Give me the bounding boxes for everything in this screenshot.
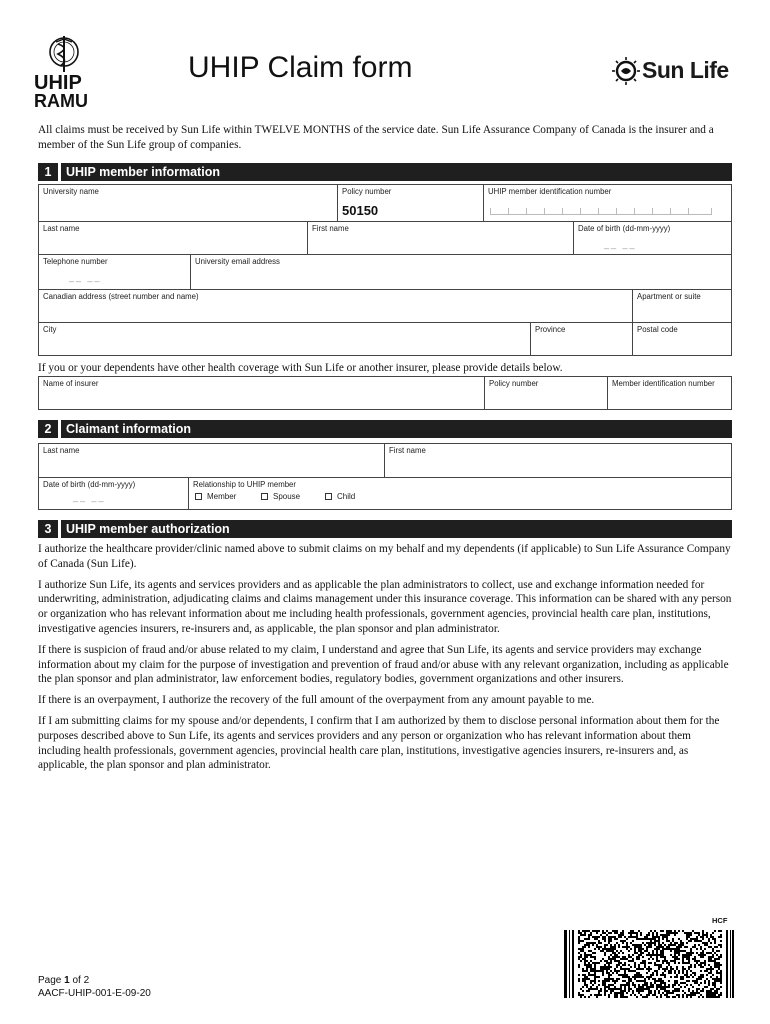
sun-life-brand-text: Sun Life [642, 57, 729, 83]
section-1-header [38, 163, 732, 181]
child-checkbox[interactable]: Child [325, 492, 355, 501]
other-coverage-form [38, 376, 732, 410]
uhip-ramu-logo [34, 34, 94, 111]
auth-paragraph-2: I authorize Sun Life, its agents and services providers and as applicable the plan administrators to collect, use and exchange information needed for underwriting, administration, adjudicating claims and claims management under this insurance coverage. This information can be shared with any person or organization who has relevant information about me including health professionals, government agencies, provincial health care plan, institutions, investigative agencies insurers, re-insurers and, as applicable, the plan sponsor and plan administrator. [38, 578, 732, 635]
section-1-number: 1 [44, 165, 52, 179]
other-member-id-field[interactable]: Member identification number [612, 379, 715, 388]
authorization-text [38, 542, 732, 779]
logo-ramu-text: RAMU [34, 91, 88, 111]
claimant-info-form [38, 443, 732, 510]
university-email-field[interactable]: University email address [191, 255, 731, 290]
intro-text: All claims must be received by Sun Life within TWELVE MONTHS of the service date. Sun Life Assurance Company of Canada is the insurer and a member of the Sun Life group of companies. [38, 124, 714, 151]
auth-paragraph-1: I authorize the healthcare provider/clinic named above to submit claims on my behalf and my dependents (if applicable) to Sun Life Assurance Company of Canada (Sun Life). [38, 543, 731, 570]
section-2-number: 2 [44, 422, 52, 436]
spouse-checkbox[interactable]: Spouse [261, 492, 300, 501]
claimant-first-name-field[interactable]: First name [385, 444, 731, 478]
university-name-field[interactable]: University name [39, 185, 338, 222]
address-field[interactable]: Canadian address (street number and name) [39, 290, 633, 323]
other-coverage-note: If you or your dependents have other health coverage with Sun Life or another insurer, please provide details below. [38, 362, 563, 374]
logo-uhip-text: UHIP [34, 72, 82, 94]
footer [38, 974, 151, 1000]
page-title: UHIP Claim form [188, 51, 413, 84]
sun-life-sun-icon [612, 56, 640, 86]
section-2-title: Claimant information [66, 422, 192, 436]
auth-paragraph-5: If I am submitting claims for my spouse and/or dependents, I confirm that I am authorized by them to disclose personal information about them for the purposes described above to Sun Life, its agents and services providers and any person or organization who has relevant information about them including health professionals, government agencies, provincial health care plan, institutions, investigative agencies insurers, re-insurers and, as applicable, the plan sponsor and plan administrator. [38, 714, 720, 772]
section-2-header [38, 420, 732, 438]
policy-number-field[interactable]: Policy number 50150 [338, 185, 484, 222]
auth-paragraph-4: If there is an overpayment, I authorize the recovery of the full amount of the overpayment from any amount payable to me. [38, 694, 595, 707]
hcf-label: HCF [712, 916, 728, 925]
auth-paragraph-3: If there is suspicion of fraud and/or abuse related to my claim, I understand and agree that Sun Life, its agents and service providers may exchange information about my claim for the purpose of investigation and prevention of fraud and/or abuse with any relevant organization, including as applicable the plan sponsor and plan administrator, law enforcement bodies, regulatory bodies, government organizations and other insurers. [38, 643, 729, 686]
member-dob-field[interactable]: Date of birth (dd-mm-yyyy) __ __ [574, 222, 731, 255]
claimant-last-name-field[interactable]: Last name [39, 444, 385, 478]
apartment-field[interactable]: Apartment or suite [633, 290, 731, 323]
policy-number-value: 50150 [342, 203, 379, 218]
city-field[interactable]: City [39, 323, 531, 355]
province-field[interactable]: Province [531, 323, 633, 355]
telephone-field[interactable]: Telephone number __ __ [39, 255, 191, 290]
member-last-name-field[interactable]: Last name [39, 222, 308, 255]
member-id-field[interactable]: UHIP member identification number [484, 185, 731, 222]
caduceus-icon [48, 34, 80, 74]
sun-life-logo [612, 56, 736, 86]
section-3-number: 3 [44, 522, 52, 536]
member-first-name-field[interactable]: First name [308, 222, 574, 255]
claimant-dob-field[interactable]: Date of birth (dd-mm-yyyy) __ __ [39, 478, 189, 509]
member-checkbox[interactable]: Member [195, 492, 236, 501]
member-info-form [38, 184, 732, 356]
form-code: AACF-UHIP-001-E-09-20 [38, 988, 151, 999]
insurer-name-field[interactable]: Name of insurer [39, 377, 485, 409]
barcode [564, 930, 734, 998]
section-1-title: UHIP member information [66, 165, 220, 179]
section-3-title: UHIP member authorization [66, 522, 230, 536]
section-3-header [38, 520, 732, 538]
other-policy-number-field[interactable]: Policy number [485, 377, 608, 409]
postal-code-field[interactable]: Postal code [637, 325, 678, 334]
relationship-field: Relationship to UHIP member Member Spouse Child [193, 480, 356, 501]
page-number: Page 1 of 2 [38, 975, 90, 986]
